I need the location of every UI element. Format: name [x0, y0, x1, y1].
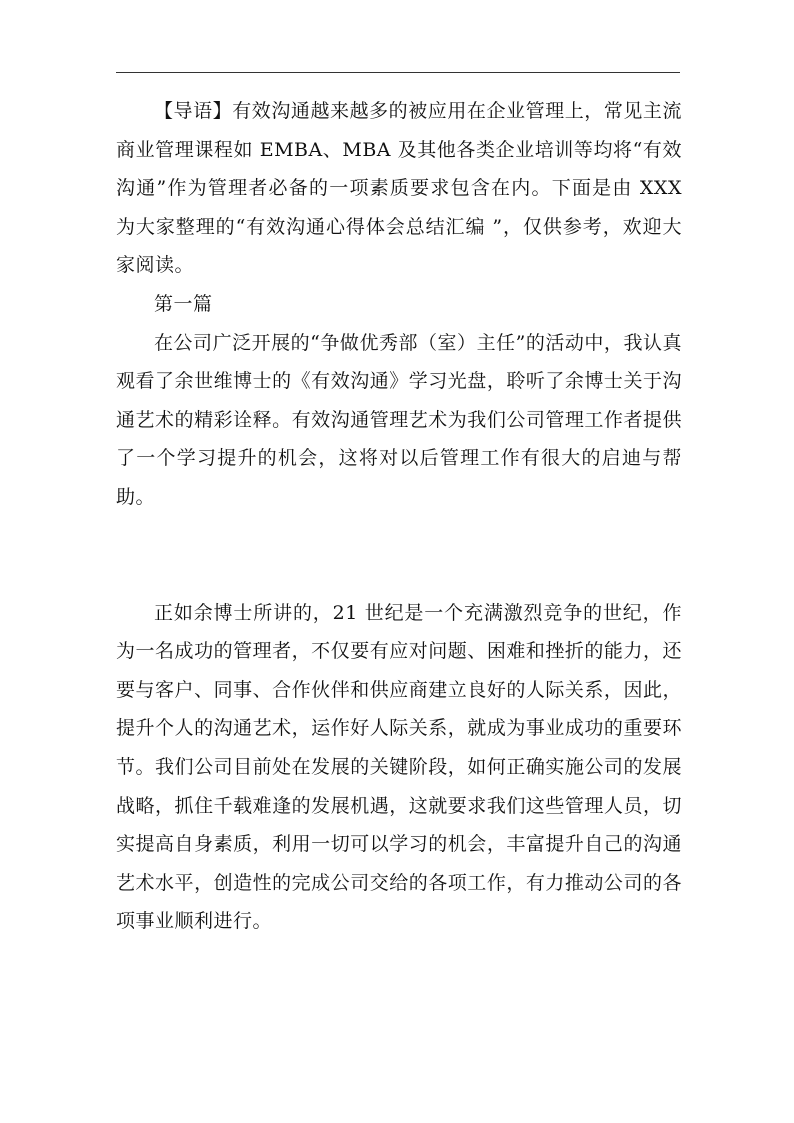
body-paragraph-1: 在公司广泛开展的“争做优秀部（室）主任”的活动中，我认真观看了余世维博士的《有效沟通》学习光盘，聆听了余博士关于沟通艺术的精彩诠释。有效沟通管理艺术为我们公司管理工作者提供了一个学习提升的机会，这将对以后管理工作有很大的启迪与帮助。 [116, 331, 682, 508]
body-paragraph-2: 正如余博士所讲的，21 世纪是一个充满激烈竞争的世纪，作为一名成功的管理者，不仅要有应对问题、困难和挫折的能力，还要与客户、同事、合作伙伴和供应商建立良好的人际关系，因此，提升个人的沟通艺术，运作好人际关系，就成为事业成功的重要环节。我们公司目前处在发展的关键阶段，如何正确实施公司的发展战略，抓住千载难逢的发展机遇，这就要求我们这些管理人员，切实提高自身素质，利用一切可以学习的机会，丰富提升自己的沟通艺术水平，创造性的完成公司交给的各项工作，有力推动公司的各项事业顺利进行。 [116, 601, 682, 933]
document-body [116, 92, 682, 941]
header-rule [116, 72, 680, 73]
intro-paragraph: 【导语】有效沟通越来越多的被应用在企业管理上，常见主流商业管理课程如 EMBA、MBA 及其他各类企业培训等均将“有效沟通”作为管理者必备的一项素质要求包含在内。下面是由 XXX 为大家整理的“有效沟通心得体会总结汇编 ”，仅供参考，欢迎大家阅读。 [116, 100, 682, 277]
section-title: 第一篇 [154, 292, 213, 315]
paragraph-gap [116, 517, 682, 594]
